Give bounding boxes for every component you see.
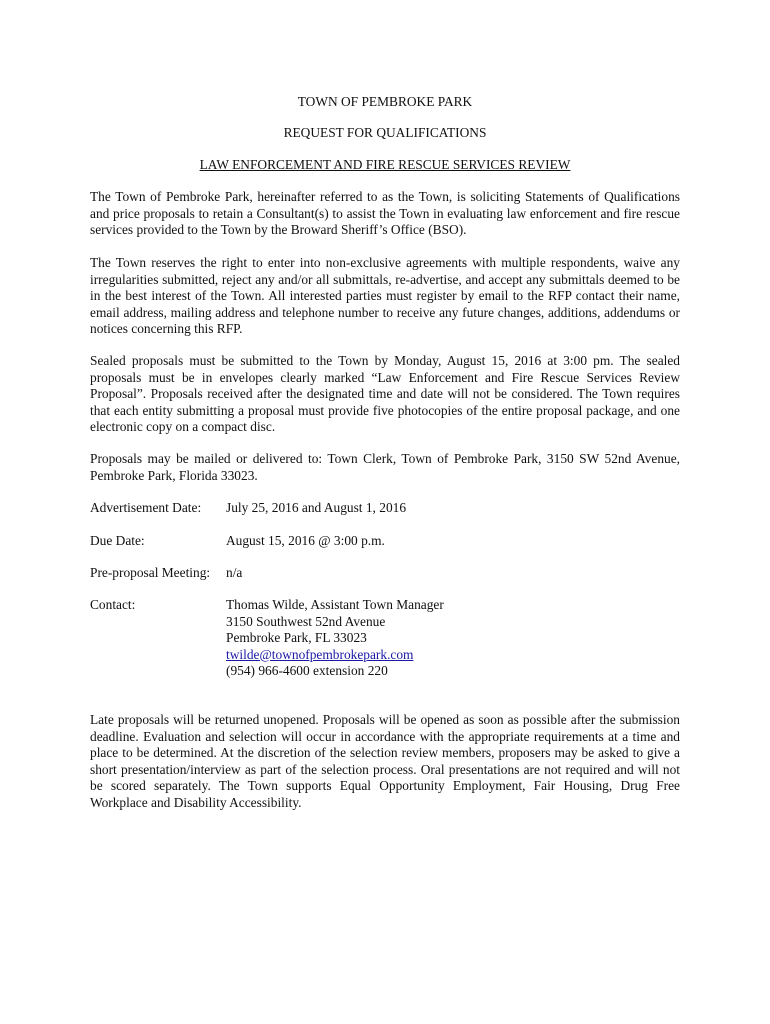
intro-paragraph: The Town of Pembroke Park, hereinafter referred to as the Town, is soliciting Statements of Qualifications and price proposals to retain a Consultant(s) to assist the Town in evaluating law enforcement and fire rescue services provided to the Town by the Broward Sheriff’s Office (BSO). [90, 189, 680, 238]
due-date-value: August 15, 2016 @ 3:00 p.m. [226, 533, 385, 548]
town-title: TOWN OF PEMBROKE PARK [297, 94, 473, 109]
submission-paragraph: Sealed proposals must be submitted to the Town by Monday, August 15, 2016 at 3:00 pm. The sealed proposals must be in envelopes clearly marked “Law Enforcement and Fire Rescue Services Review Proposal”. Proposals received after the designated time and date will not be considered. The Town requires that each entity submitting a proposal must provide five photocopies of the entire proposal package, and one electronic copy on a compact disc. [90, 353, 680, 435]
advertisement-date-label: Advertisement Date: [90, 500, 202, 515]
subject-title: LAW ENFORCEMENT AND FIRE RESCUE SERVICES REVIEW [199, 157, 571, 172]
contact-name: Thomas Wilde, Assistant Town Manager [226, 597, 444, 612]
delivery-paragraph: Proposals may be mailed or delivered to: Town Clerk, Town of Pembroke Park, 3150 SW 52nd Avenue, Pembroke Park, Florida 33023. [90, 451, 680, 483]
contact-street: 3150 Southwest 52nd Avenue [226, 613, 386, 629]
due-date-label: Due Date: [90, 533, 145, 548]
pre-proposal-label: Pre-proposal Meeting: [90, 565, 211, 580]
contact-label: Contact: [90, 597, 136, 612]
rights-paragraph: The Town reserves the right to enter into non-exclusive agreements with multiple respondents, waive any irregularities submitted, reject any and/or all submittals, re-advertise, and accept any submittals deemed to be in the best interest of the Town. All interested parties must register by email to the RFP contact their name, email address, mailing address and telephone number to receive any future changes, additions, addendums or notices concerning this RFP. [90, 255, 680, 337]
contact-city: Pembroke Park, FL 33023 [226, 630, 367, 646]
rfq-title: REQUEST FOR QUALIFICATIONS [283, 125, 487, 140]
pre-proposal-value: n/a [226, 565, 243, 580]
contact-block [226, 597, 444, 680]
late-proposals-paragraph: Late proposals will be returned unopened. Proposals will be opened as soon as possible after the submission deadline. Evaluation and selection will occur in accordance with the appropriate requirements at a time and place to be determined. At the discretion of the selection review members, proposers may be asked to give a short presentation/interview as part of the selection process. Oral presentations are not required and will not be scored separately. The Town supports Equal Opportunity Employment, Fair Housing, Drug Free Workplace and Disability Accessibility. [90, 712, 680, 810]
contact-email-link[interactable]: twilde@townofpembrokepark.com [226, 646, 414, 662]
contact-phone: (954) 966-4600 extension 220 [226, 663, 388, 679]
advertisement-date-value: July 25, 2016 and August 1, 2016 [226, 500, 407, 515]
